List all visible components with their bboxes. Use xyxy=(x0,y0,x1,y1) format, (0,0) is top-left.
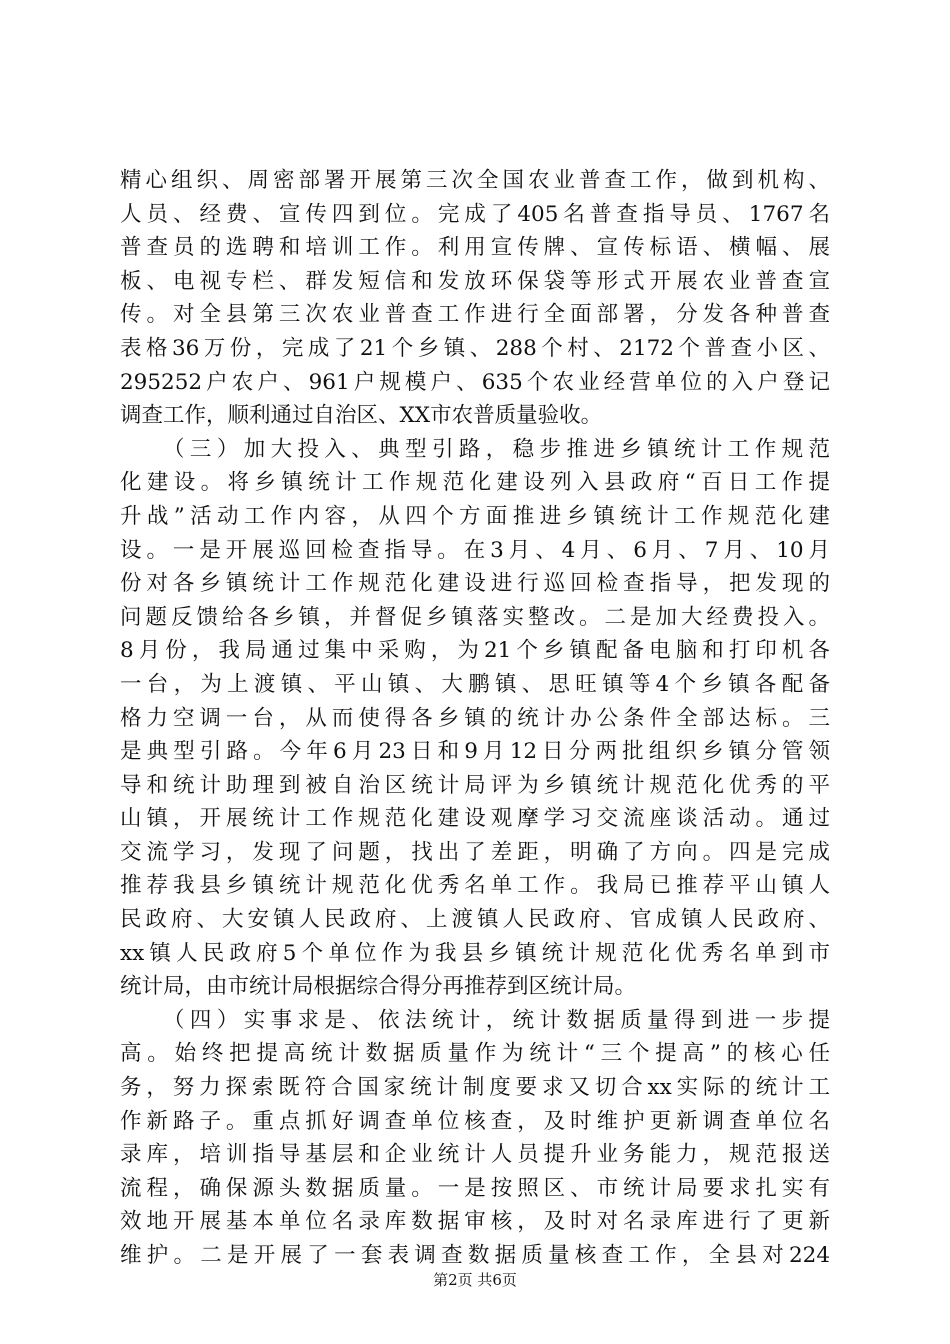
text-line: 高。始终把提高统计数据质量作为统计“三个提高”的核心任 xyxy=(120,1041,830,1067)
text-line: 务，努力探索既符合国家统计制度要求又切合xx实际的统计工 xyxy=(120,1075,830,1101)
text-line: 统计局，由市统计局根据综合得分再推荐到区统计局。 xyxy=(120,974,637,1000)
text-line: 表格36万份，完成了21个乡镇、288个村、2172个普查小区、 xyxy=(120,335,830,361)
text-line: 一台，为上渡镇、平山镇、大鹏镇、思旺镇等4个乡镇各配备 xyxy=(120,671,830,697)
text-line: 交流学习，发现了问题，找出了差距，明确了方向。四是完成 xyxy=(120,839,830,865)
text-line: 8月份，我局通过集中采购，为21个乡镇配备电脑和打印机各 xyxy=(120,638,830,664)
text-line: 效地开展基本单位名录库数据审核，及时对名录库进行了更新 xyxy=(120,1209,830,1235)
text-line: 民政府、大安镇人民政府、上渡镇人民政府、官成镇人民政府、 xyxy=(120,907,830,933)
text-line: 推荐我县乡镇统计规范化优秀名单工作。我局已推荐平山镇人 xyxy=(120,873,830,899)
text-line: 问题反馈给各乡镇，并督促乡镇落实整改。二是加大经费投入。 xyxy=(120,604,830,630)
text-line: 份对各乡镇统计工作规范化建设进行巡回检查指导，把发现的 xyxy=(120,571,830,597)
page-footer xyxy=(0,1270,950,1290)
text-line: （三）加大投入、典型引路，稳步推进乡镇统计工作规范 xyxy=(120,436,830,462)
text-line: 板、电视专栏、群发短信和发放环保袋等形式开展农业普查宣 xyxy=(120,268,830,294)
text-line: 录库，培训指导基层和企业统计人员提升业务能力，规范报送 xyxy=(120,1142,830,1168)
text-line: （四）实事求是、依法统计，统计数据质量得到进一步提 xyxy=(120,1007,830,1033)
text-line: 流程，确保源头数据质量。一是按照区、市统计局要求扎实有 xyxy=(120,1175,830,1201)
text-line: 维护。二是开展了一套表调查数据质量核查工作，全县对224 xyxy=(120,1243,830,1268)
text-line: xx镇人民政府5个单位作为我县乡镇统计规范化优秀名单到市 xyxy=(120,940,830,966)
text-line: 295252户农户、961户规模户、635个农业经营单位的入户登记 xyxy=(120,369,830,395)
text-line: 人员、经费、宣传四到位。完成了405名普查指导员、1767名 xyxy=(120,201,830,227)
text-line: 作新路子。重点抓好调查单位核查，及时维护更新调查单位名 xyxy=(120,1108,830,1134)
text-line: 导和统计助理到被自治区统计局评为乡镇统计规范化优秀的平 xyxy=(120,772,830,798)
body-text xyxy=(120,164,830,1273)
page-number-label: 第2页 共6页 xyxy=(433,1271,517,1289)
text-line: 设。一是开展巡回检查指导。在3月、4月、6月、7月、10月 xyxy=(120,537,830,563)
text-line: 普查员的选聘和培训工作。利用宣传牌、宣传标语、横幅、展 xyxy=(120,235,830,261)
text-line: 升战”活动工作内容，从四个方面推进乡镇统计工作规范化建 xyxy=(120,503,830,529)
text-line: 是典型引路。今年6月23日和9月12日分两批组织乡镇分管领 xyxy=(120,739,830,765)
text-line: 格力空调一台，从而使得各乡镇的统计办公条件全部达标。三 xyxy=(120,705,830,731)
text-line: 传。对全县第三次农业普查工作进行全面部署，分发各种普查 xyxy=(120,302,830,328)
text-line: 山镇，开展统计工作规范化建设观摩学习交流座谈活动。通过 xyxy=(120,806,830,832)
text-line: 调查工作，顺利通过自治区、XX市农普质量验收。 xyxy=(120,403,603,429)
text-line: 化建设。将乡镇统计工作规范化建设列入县政府“百日工作提 xyxy=(120,470,830,496)
text-line: 精心组织、周密部署开展第三次全国农业普查工作，做到机构、 xyxy=(120,168,830,193)
